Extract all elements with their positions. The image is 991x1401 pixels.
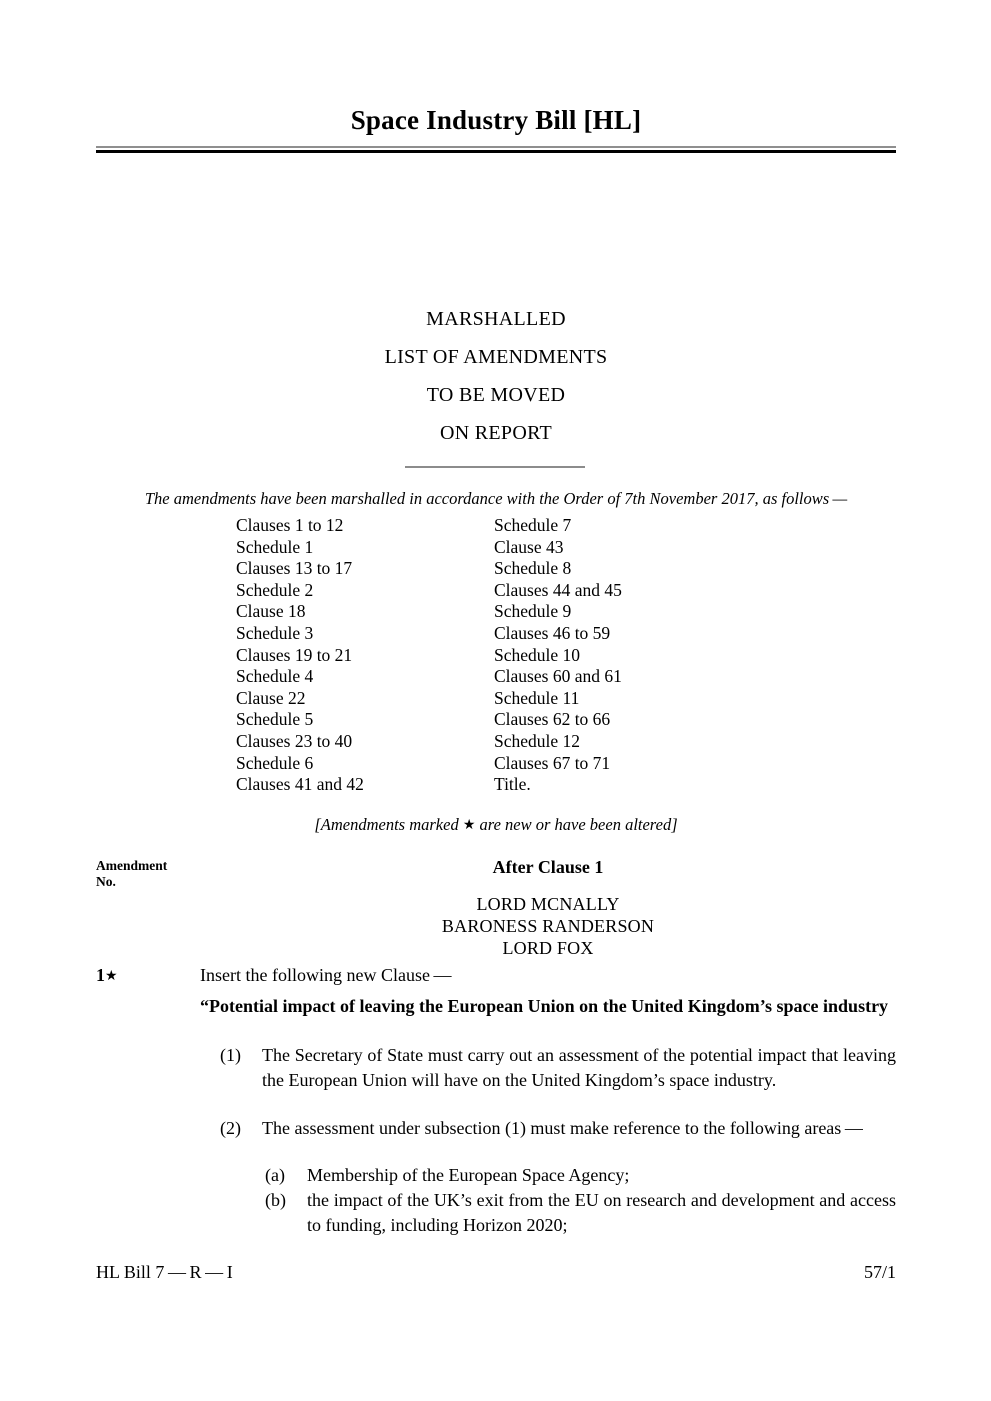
marshalling-note: The amendments have been marshalled in accordance with the Order of 7th November 2017, as follows — (144, 489, 848, 508)
list-item: Schedule 6 (236, 752, 314, 773)
list-item: Schedule 9 (494, 601, 572, 622)
new-clause-title: “Potential impact of leaving the European Union on the United Kingdom’s space industry (200, 996, 889, 1016)
heading-line-list-of-amendments: LIST OF AMENDMENTS (384, 346, 608, 368)
insert-instruction: Insert the following new Clause — (200, 965, 452, 985)
heading-line-on-report: ON REPORT (439, 422, 553, 444)
divider-thick-rule (96, 150, 896, 153)
list-item: Clauses 60 and 61 (494, 666, 622, 687)
list-item: Schedule 4 (236, 666, 314, 687)
heading-short-rule (405, 466, 585, 468)
list-item: Clauses 1 to 12 (236, 515, 344, 535)
list-item: Schedule 1 (236, 536, 314, 557)
list-item: Clauses 46 to 59 (494, 622, 611, 643)
title-divider (96, 146, 896, 153)
list-item: Clause 22 (236, 687, 306, 708)
subsection-text: The Secretary of State must carry out an assessment of the potential impact that leaving the European Union will have on the United Kingdom’s space industry. (262, 1045, 896, 1090)
list-item: Clauses 62 to 66 (494, 709, 611, 730)
heading-line-marshalled: MARSHALLED (426, 308, 566, 330)
star-note-text-after: are new or have been altered (475, 815, 672, 834)
amendment-no-column-label (96, 858, 216, 890)
list-item: Clauses 23 to 40 (236, 730, 353, 751)
heading-line-to-be-moved: TO BE MOVED (426, 384, 566, 406)
list-item: Clause 18 (236, 601, 306, 622)
sponsor-name: LORD FOX (502, 938, 594, 958)
lettered-paragraph (265, 1188, 896, 1237)
star-note-open-bracket: [ (314, 815, 321, 834)
subsection (220, 1043, 896, 1092)
sponsor-name: LORD MCNALLY (476, 894, 620, 914)
list-item: Title. (494, 774, 531, 795)
page-footer (96, 1262, 896, 1283)
star-note-text-before: Amendments marked (320, 815, 463, 834)
paragraph-text: Membership of the European Space Agency; (307, 1165, 630, 1185)
list-item: Clauses 13 to 17 (236, 558, 353, 579)
amendment-number (96, 965, 118, 986)
paragraph-marker: (b) (265, 1190, 286, 1210)
sponsor-list (200, 893, 896, 959)
star-note-close-bracket: ] (671, 815, 678, 834)
star-icon: ★ (105, 968, 118, 984)
list-item: Schedule 3 (236, 622, 314, 643)
amendment-number-value: 1 (96, 965, 105, 985)
clause-list-left-column (236, 515, 494, 796)
list-item: Schedule 10 (494, 644, 581, 665)
list-item: Clauses 44 and 45 (494, 579, 622, 600)
list-item: Schedule 8 (494, 558, 572, 579)
footer-page-number: 57/1 (863, 1262, 896, 1282)
list-item: Schedule 2 (236, 579, 314, 600)
star-legend-note (96, 815, 896, 835)
sponsor-name: BARONESS RANDERSON (441, 916, 655, 936)
list-item: Clauses 67 to 71 (494, 752, 611, 773)
list-item: Schedule 11 (494, 687, 580, 708)
list-item: Schedule 12 (494, 730, 581, 751)
list-item: Clauses 41 and 42 (236, 774, 364, 795)
subsection-text: The assessment under subsection (1) must make reference to the following areas — (262, 1118, 863, 1138)
list-item: Clause 43 (494, 536, 564, 557)
amendment-no-label-line-2: No. (96, 874, 116, 889)
subsection-marker: (1) (220, 1045, 241, 1065)
clause-list-right-column (494, 515, 752, 796)
subsection-marker: (2) (220, 1118, 241, 1138)
footer-bill-reference: HL Bill 7 — R — I (96, 1262, 233, 1282)
paragraph-text: the impact of the UK’s exit from the EU on research and development and access to funding, including Horizon 2020; (307, 1190, 896, 1235)
lettered-paragraph (265, 1163, 896, 1188)
amendment-no-label-line-1: Amendment (96, 858, 168, 873)
page-title: Space Industry Bill [HL] (350, 105, 642, 135)
list-item: Clauses 19 to 21 (236, 644, 353, 665)
list-item: Schedule 5 (236, 709, 314, 730)
clause-order-list (236, 515, 796, 796)
marshalled-heading-block (96, 300, 896, 452)
list-item: Schedule 7 (494, 515, 572, 535)
section-heading-after-clause: After Clause 1 (492, 857, 604, 877)
subsection (220, 1116, 896, 1141)
paragraph-marker: (a) (265, 1165, 285, 1185)
star-icon: ★ (462, 817, 476, 833)
